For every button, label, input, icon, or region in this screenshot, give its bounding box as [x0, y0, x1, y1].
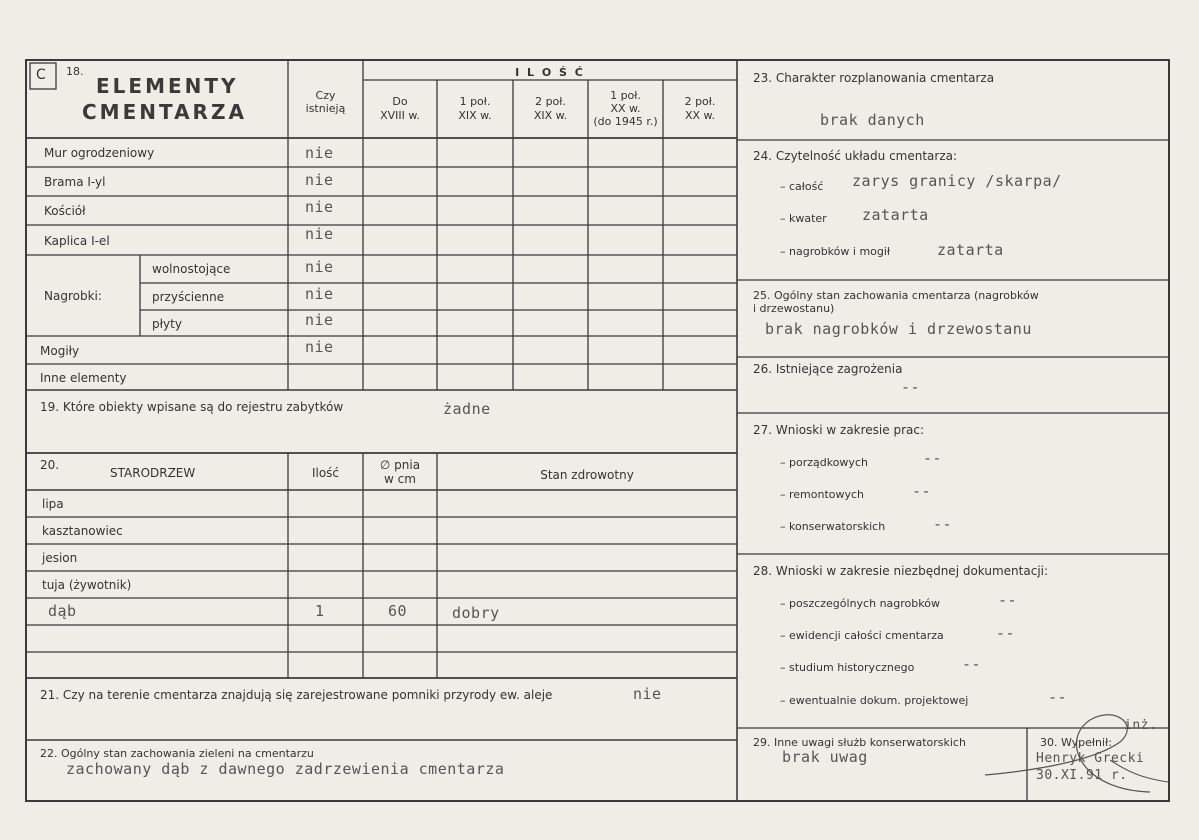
q25-label-line2: i drzewostanu) — [753, 302, 835, 315]
q30-name: Henryk Grecki — [1036, 751, 1145, 766]
q28-label: 28. Wnioski w zakresie niezbędnej dokumentacji: — [753, 564, 1049, 578]
col-2pol-xix-2: XIX w. — [533, 109, 568, 122]
q19-value: żadne — [443, 400, 491, 418]
row-label-wolnostojace: wolnostojące — [152, 262, 231, 276]
item-number-18: 18. — [66, 65, 84, 78]
q29-value: brak uwag — [782, 748, 868, 766]
col-czy-istnieja-2: istnieją — [305, 102, 346, 115]
q24-item2-label: – kwater — [780, 212, 827, 225]
section-letter: C — [36, 67, 46, 83]
col-do-xviii-2: XVIII w. — [380, 109, 420, 122]
q27-item1-value: -- — [923, 449, 943, 467]
q24-item1-label: – całość — [780, 180, 824, 193]
row-value-mur: nie — [305, 144, 334, 162]
q22-label: 22. Ogólny stan zachowania zieleni na cmentarzu — [40, 747, 314, 760]
row-label-plyty: płyty — [152, 317, 182, 331]
q30-title: inż. — [1124, 718, 1158, 733]
col-group-ilosc: I L O Ś Ć — [515, 66, 585, 79]
col-2pol-xx-2: XX w. — [684, 109, 716, 122]
q19-label: 19. Które obiekty wpisane są do rejestru zabytków — [40, 400, 344, 414]
q24-label: 24. Czytelność układu cmentarza: — [753, 149, 958, 163]
q23-label: 23. Charakter rozplanowania cmentarza — [753, 71, 995, 85]
q28-item2-label: – ewidencji całości cmentarza — [780, 629, 944, 642]
q28-item1-value: -- — [998, 591, 1018, 609]
col-2pol-xix-1: 2 poł. — [535, 95, 566, 108]
row-value-kaplica: nie — [305, 225, 334, 243]
q27-item2-value: -- — [912, 482, 932, 500]
row-value-plyty: nie — [305, 311, 334, 329]
table-title-line2: CMENTARZA — [82, 100, 247, 124]
row-label-kosciol: Kościół — [44, 204, 86, 218]
col-do-xviii-1: Do — [392, 95, 408, 108]
q28-item1-label: – poszczególnych nagrobków — [780, 597, 940, 610]
tree-pnia-dab: 60 — [388, 602, 408, 620]
q27-item3-value: -- — [933, 515, 953, 533]
q20-col-ilosc: Ilość — [311, 466, 340, 480]
q20-title: STARODRZEW — [110, 466, 196, 480]
col-1pol-xix-1: 1 poł. — [459, 95, 491, 108]
q28-item3-value: -- — [962, 655, 982, 673]
q27-item2-label: – remontowych — [780, 488, 865, 501]
q25-value: brak nagrobków i drzewostanu — [765, 320, 1032, 338]
col-1pol-xx-3: (do 1945 r.) — [593, 115, 658, 128]
q28-item3-label: – studium historycznego — [780, 661, 915, 674]
q25-label-line1: 25. Ogólny stan zachowania cmentarza (nagrobków — [753, 289, 1039, 302]
tree-name-dab: dąb — [48, 602, 77, 620]
col-1pol-xx-2: XX w. — [610, 102, 641, 115]
row-value-przyscienne: nie — [305, 285, 334, 303]
q30-label: 30. Wypełnił: — [1040, 736, 1112, 749]
row-label-brama: Brama I-yl — [44, 175, 106, 189]
row-label-inne: Inne elementy — [40, 371, 127, 385]
q30-date: 30.XI.91 r. — [1036, 768, 1128, 783]
row-value-mogily: nie — [305, 338, 334, 356]
row-label-mogily: Mogiły — [40, 344, 80, 358]
q28-item4-label: – ewentualnie dokum. projektowej — [780, 694, 969, 707]
q20-col-stan: Stan zdrowotny — [540, 468, 634, 482]
tree-name-jesion: jesion — [42, 551, 78, 565]
q26-value: -- — [901, 378, 921, 396]
q26-label: 26. Istniejące zagrożenia — [753, 362, 903, 376]
col-2pol-xx-1: 2 poł. — [684, 95, 716, 108]
tree-ilosc-dab: 1 — [315, 602, 325, 620]
q20-col-pnia-1: ∅ pnia — [379, 458, 421, 472]
col-czy-istnieja-1: Czy — [315, 89, 336, 102]
row-value-wolnostojace: nie — [305, 258, 334, 276]
row-label-przyscienne: przyścienne — [152, 290, 225, 304]
q20-col-pnia-2: w cm — [384, 472, 416, 486]
row-label-mur: Mur ogrodzeniowy — [44, 146, 155, 160]
tree-stan-dab: dobry — [452, 604, 500, 622]
q28-item4-value: -- — [1048, 688, 1068, 706]
q27-item3-label: – konserwatorskich — [780, 520, 886, 533]
q24-item1-value: zarys granicy /skarpa/ — [852, 172, 1062, 190]
q20-number: 20. — [40, 458, 60, 472]
q22-value: zachowany dąb z dawnego zadrzewienia cmentarza — [66, 760, 505, 778]
row-label-nagrobki: Nagrobki: — [44, 289, 102, 303]
q23-value: brak danych — [820, 111, 925, 129]
tree-name-tuja: tuja (żywotnik) — [42, 578, 132, 592]
q28-item2-value: -- — [996, 624, 1016, 642]
q27-item1-label: – porządkowych — [780, 456, 868, 469]
q24-item3-value: zatarta — [937, 241, 1004, 259]
col-1pol-xix-2: XIX w. — [458, 109, 492, 122]
q29-label: 29. Inne uwagi służb konserwatorskich — [753, 736, 966, 749]
q27-label: 27. Wnioski w zakresie prac: — [753, 423, 925, 437]
row-value-brama: nie — [305, 171, 334, 189]
q21-value: nie — [633, 685, 662, 703]
row-value-kosciol: nie — [305, 198, 334, 216]
q24-item3-label: – nagrobków i mogił — [780, 245, 891, 258]
q24-item2-value: zatarta — [862, 206, 929, 224]
tree-name-kasztanowiec: kasztanowiec — [42, 524, 123, 538]
tree-name-lipa: lipa — [42, 497, 64, 511]
table-title-line1: ELEMENTY — [96, 74, 239, 98]
col-1pol-xx-1: 1 poł. — [610, 89, 641, 102]
row-label-kaplica: Kaplica I-el — [44, 234, 110, 248]
q21-label: 21. Czy na terenie cmentarza znajdują się zarejestrowane pomniki przyrody ew. aleje — [40, 688, 553, 702]
